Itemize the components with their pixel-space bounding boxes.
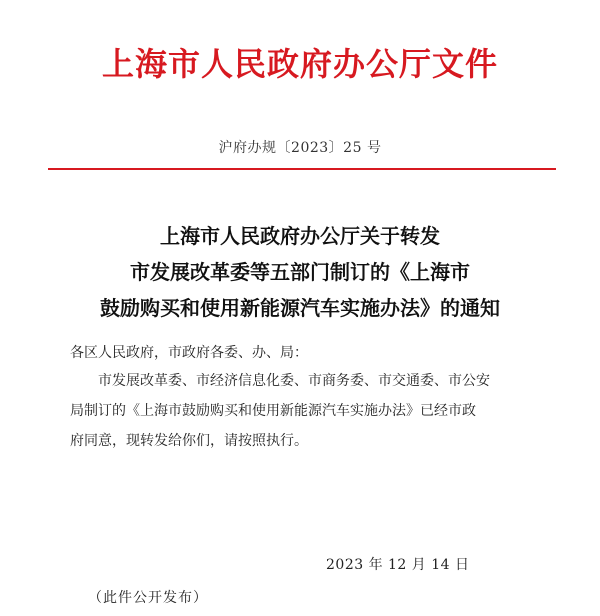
salutation: 各区人民政府，市政府各委、办、局： [70,345,308,361]
body-line: 局制订的《上海市鼓励购买和使用新能源汽车实施办法》已经市政 [70,403,476,419]
body-line: 市发展改革委、市经济信息化委、市商务委、市交通委、市公安 [98,373,490,389]
issue-date: 2023 年 12 月 14 日 [326,557,470,573]
title-line: 上海市人民政府办公厅关于转发 [160,224,440,248]
notice-title [0,218,600,326]
body-paragraph [70,366,532,456]
body-line: 府同意，现转发给你们，请按照执行。 [70,433,308,449]
title-line: 市发展改革委等五部门制订的《上海市 [130,260,470,284]
masthead-title: 上海市人民政府办公厅文件 [101,45,498,83]
title-line: 鼓励购买和使用新能源汽车实施办法》的通知 [100,296,500,320]
publication-note: （此件公开发布） [88,590,208,606]
document-number: 沪府办规〔2023〕25 号 [218,140,382,156]
red-divider-line [48,168,556,170]
